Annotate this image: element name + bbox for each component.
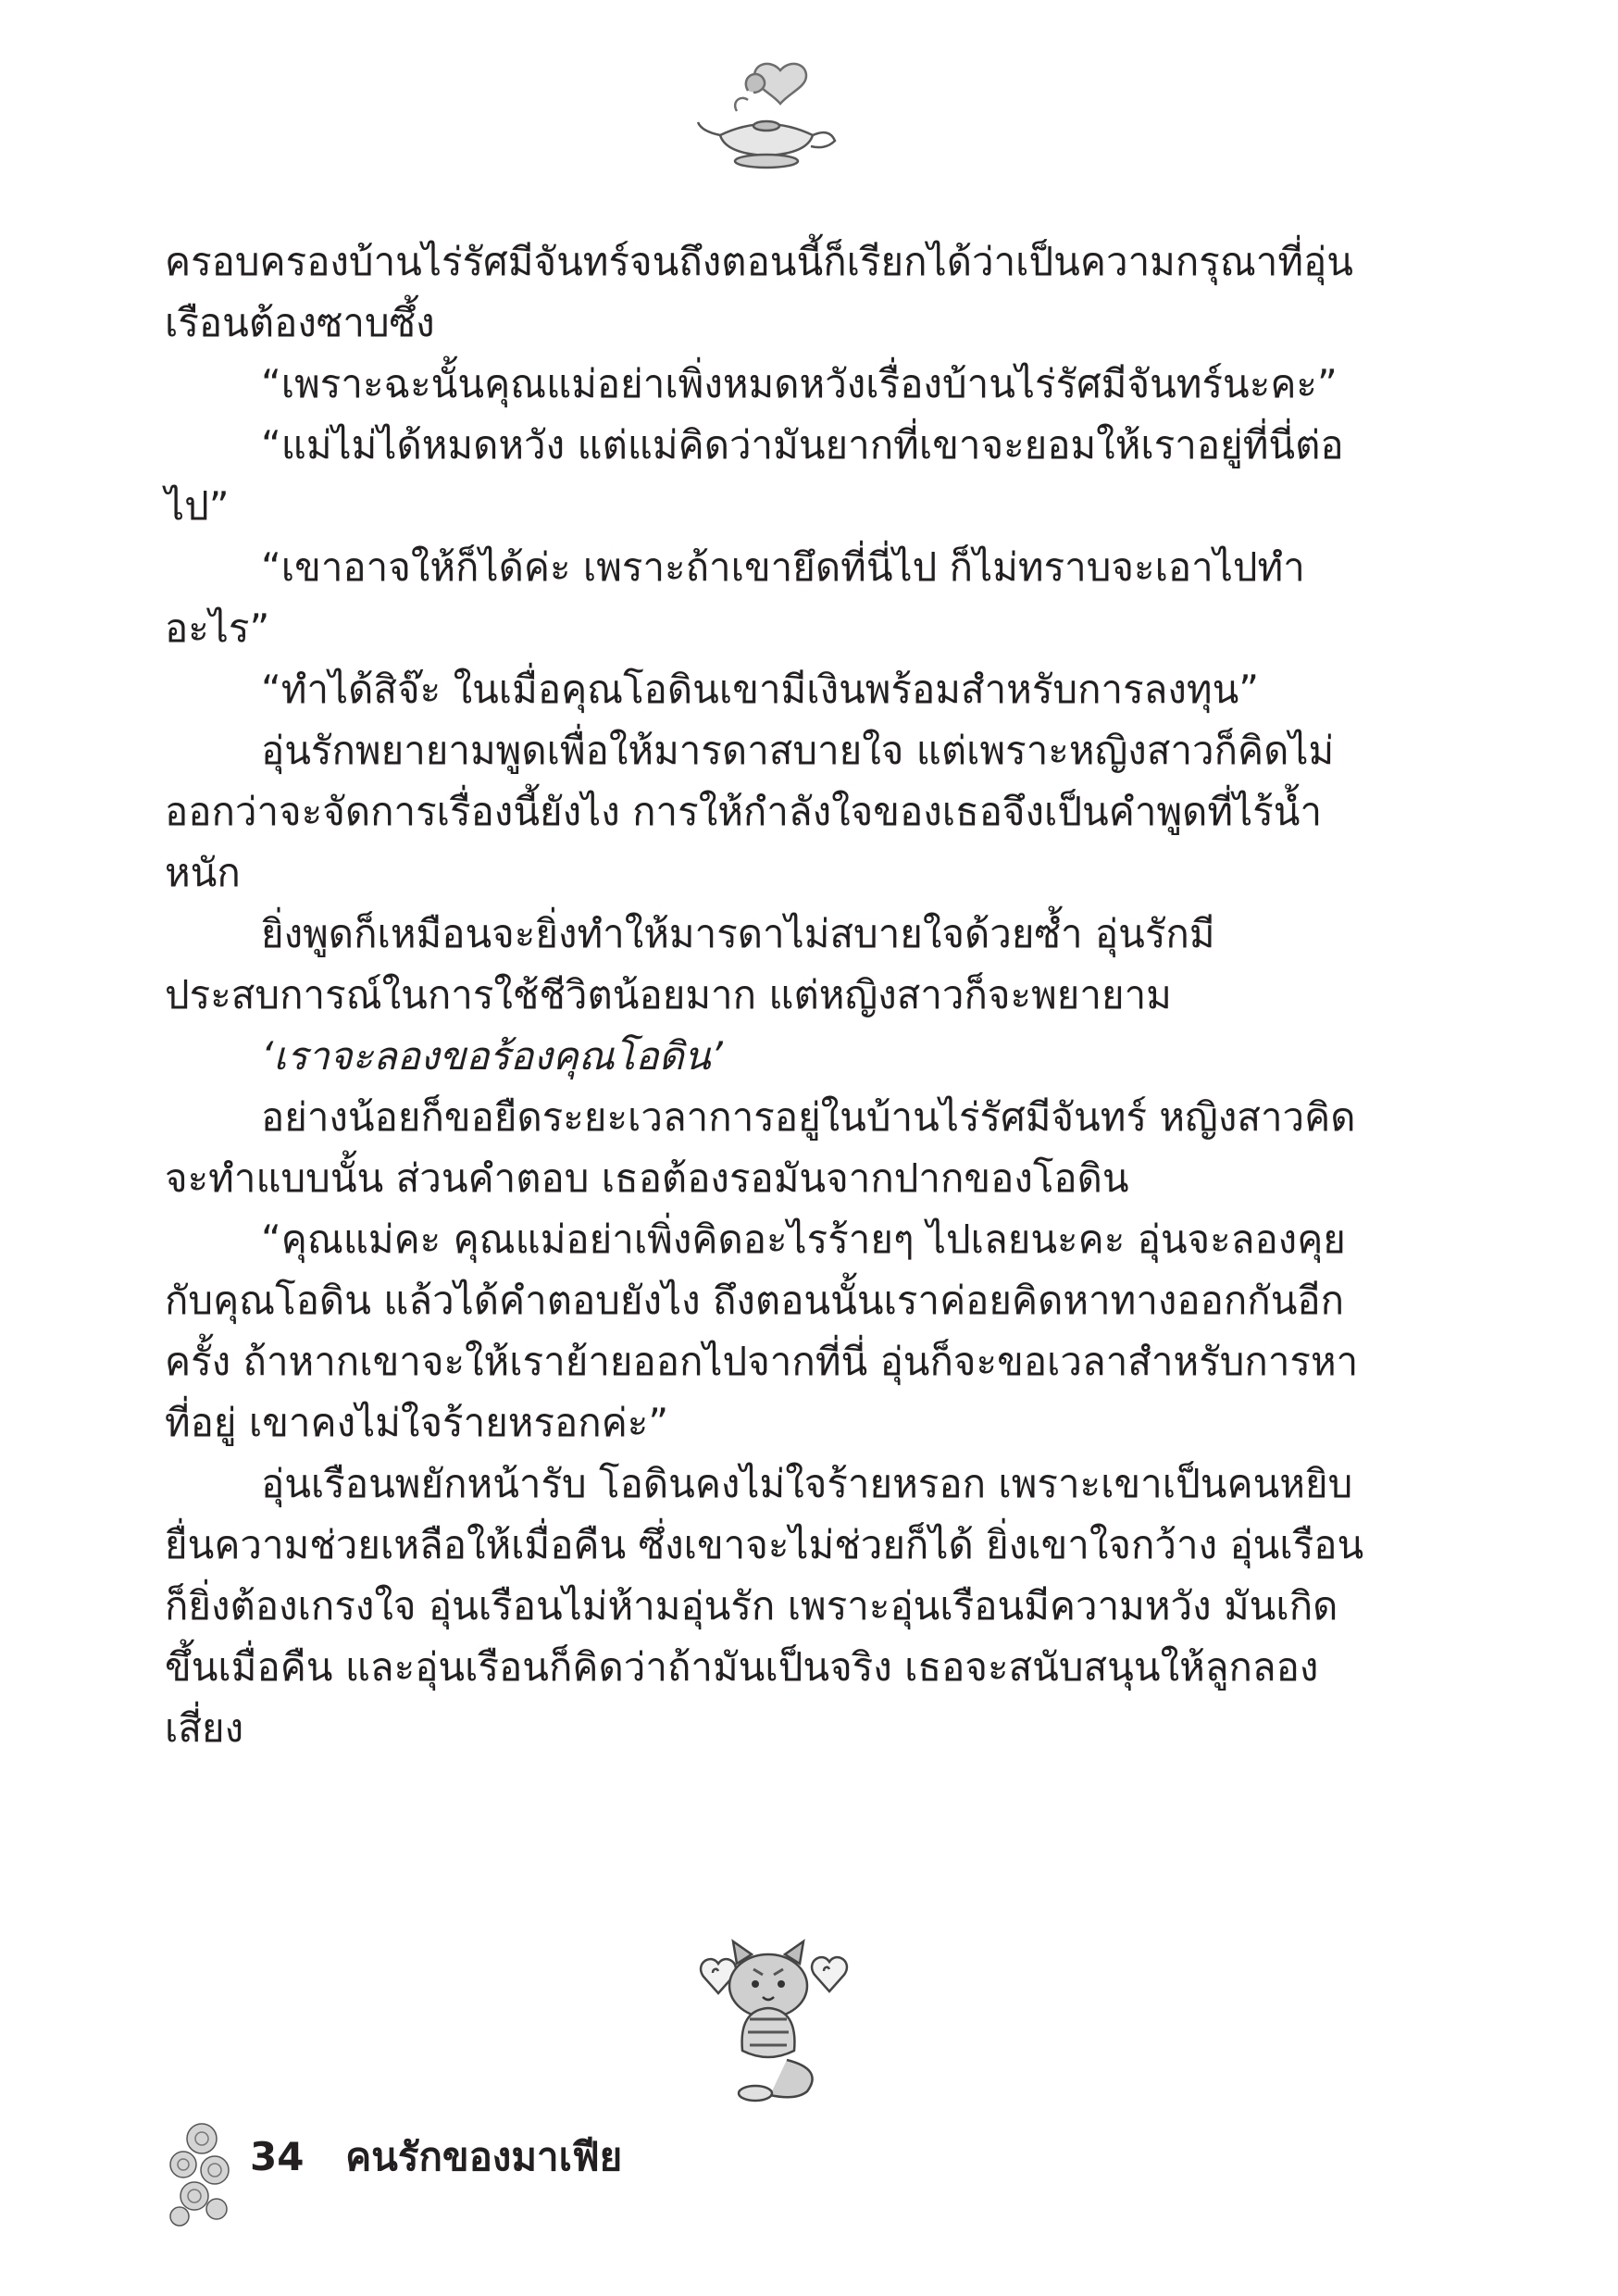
body-text (165, 231, 1364, 1759)
paragraph-7: ยิ่งพูดก็เหมือนจะยิ่งทำให้มารดาไม่สบายใจด้วยซ้ำ อุ่นรักมีประสบการณ์ในการใช้ชีวิตน้อยมาก แต่หญิงสาวก็จะพยายาม (165, 911, 1215, 1017)
paragraph-9: อย่างน้อยก็ขอยืดระยะเวลาการอยู่ในบ้านไร่รัศมีจันทร์ หญิงสาวคิดจะทำแบบนั้น ส่วนคำตอบ เธอต้องรอมันจากปากของโอดิน (165, 1094, 1356, 1201)
paragraph-10: “คุณแม่คะ คุณแม่อย่าเพิ่งคิดอะไรร้ายๆ ไปเลยนะคะ อุ่นจะลองคุยกับคุณโอดิน แล้วได้คำตอบยังไง ถึงตอนนั้นเราค่อยคิดหาทางออกกันอีกครั้ง ถ้าหากเขาจะให้เราย้ายออกไปจากที่นี่ อุ่นก็จะขอเวลาสำหรับการหาที่อยู่ เขาคงไม่ใจร้ายหรอกค่ะ” (165, 1217, 1359, 1445)
magic-lamp-icon (692, 54, 840, 174)
paragraph-2: “เพราะฉะนั้นคุณแม่อย่าเพิ่งหมดหวังเรื่องบ้านไร่รัศมีจันทร์นะคะ” (261, 361, 1338, 406)
paragraph-5: “ทำได้สิจ๊ะ ในเมื่อคุณโอดินเขามีเงินพร้อมสำหรับการลงทุน” (261, 667, 1260, 712)
paragraph-11: อุ่นเรือนพยักหน้ารับ โอดินคงไม่ใจร้ายหรอก เพราะเขาเป็นคนหยิบยื่นความช่วยเหลือให้เมื่อคืน ซึ่งเขาจะไม่ช่วยก็ได้ ยิ่งเขาใจกว้าง อุ่นเรือนก็ยิ่งต้องเกรงใจ อุ่นเรือนไม่ห้ามอุ่นรัก เพราะอุ่นเรือนมีความหวัง มันเกิดขึ้นเมื่อคืน และอุ่นเรือนก็คิดว่าถ้ามันเป็นจริง เธอจะสนับสนุนให้ลูกลองเสี่ยง (165, 1461, 1364, 1751)
page-number: 34 (250, 2134, 305, 2179)
paragraph-8-thought: ‘เราจะลองขอร้องคุณโอดิน’ (261, 1033, 723, 1079)
paragraph-1: ครอบครองบ้านไร่รัศมีจันทร์จนถึงตอนนี้ก็เรียกได้ว่าเป็นความกรุณาที่อุ่นเรือนต้องซาบซึ้ง (165, 239, 1353, 345)
book-title: คนรักของมาเฟีย (345, 2134, 623, 2179)
flower-bouquet-icon (165, 2118, 237, 2229)
paragraph-3: “แม่ไม่ได้หมดหวัง แต่แม่คิดว่ามันยากที่เขาจะยอมให้เราอยู่ที่นี่ต่อไป” (165, 422, 1344, 529)
paragraph-6: อุ่นรักพยายามพูดเพื่อให้มารดาสบายใจ แต่เพราะหญิงสาวก็คิดไม่ออกว่าจะจัดการเรื่องนี้ยังไง การให้กำลังใจของเธอจึงเป็นคำพูดที่ไร้น้ำหนัก (165, 728, 1335, 895)
paragraph-4: “เขาอาจให้ก็ได้ค่ะ เพราะถ้าเขายึดที่นี่ไป ก็ไม่ทราบจะเอาไปทำอะไร” (165, 544, 1305, 651)
page-footer (250, 2129, 622, 2185)
cat-with-hearts-icon (676, 1930, 861, 2106)
